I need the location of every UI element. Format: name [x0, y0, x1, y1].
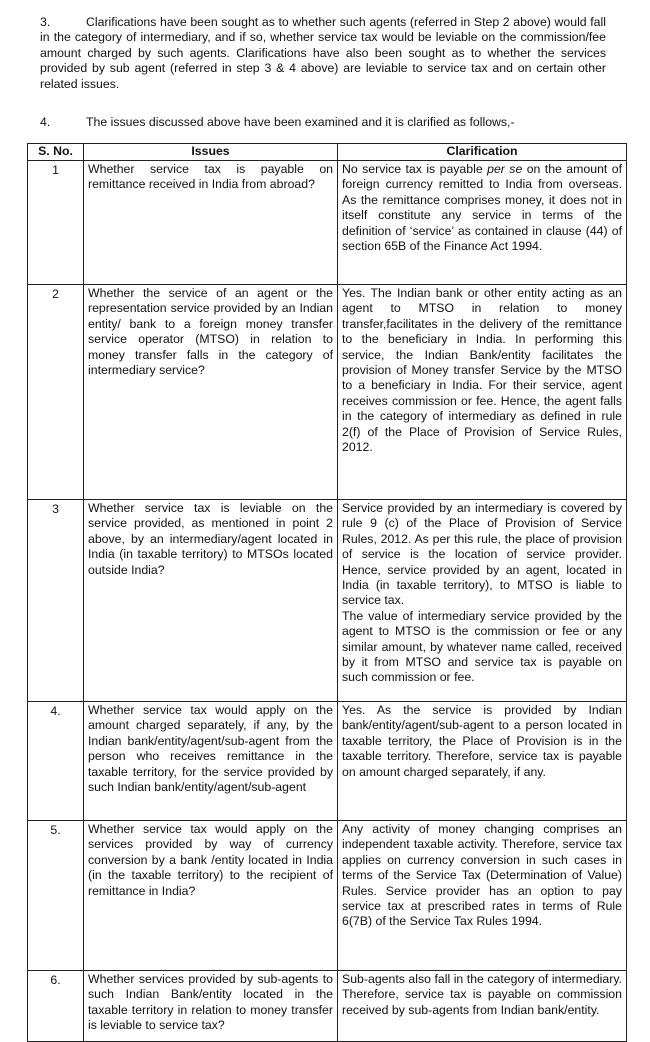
row-sno: 4.: [28, 702, 84, 821]
paragraph-number: 3.: [40, 15, 51, 29]
row-clarification: Yes. The Indian bank or other entity acting as an agent to MTSO in relation to money transfer,facilitates in the delivery of the remittance to the beneficiary in India. In performing this service, the Indian Bank/entity facilitates the provision of Money transfer Service by the MTSO to a beneficiary in India. For their service, agent receives commission or fee. Hence, the agent falls in the category of intermediary as defined in rule 2(f) of the Place of Provision of Service Rules, 2012.: [338, 285, 627, 500]
row-issue: Whether service tax would apply on the amount charged separately, if any, by the Indian bank/entity/agent/sub-agent from the person who receives remittance in the taxable territory, for the service provided by such Indian bank/entity/agent/sub-agent: [84, 702, 338, 821]
table-row: [28, 285, 627, 500]
header-clarification: Clarification: [338, 144, 627, 161]
row-sno: 1: [28, 161, 84, 285]
row-clarification: Any activity of money changing comprises an independent taxable activity. Therefore, service tax applies on currency conversion in such cases in terms of the Service Tax (Determination of Value) Rules. Service provider has an option to pay service tax at prescribed rates in terms of Rule 6(7B) of the Service Tax Rules 1994.: [338, 821, 627, 971]
table-header-row: [28, 144, 627, 161]
row-sno: 3: [28, 500, 84, 702]
paragraph-text: The issues discussed above have been examined and it is clarified as follows,-: [86, 115, 515, 129]
row-issue: Whether the service of an agent or the representation service provided by an Indian entity/ bank to a foreign money transfer service operator (MTSO) in relation to money transfer falls in the category of intermediary service?: [84, 285, 338, 500]
row-clarification: [338, 161, 627, 285]
paragraph-text: Clarifications have been sought as to whether such agents (referred in Step 2 above) would fall in the category of intermediary, and if so, whether service tax would be leviable on the commission/fee amount charged by such agents. Clarifications have also been sought as to whether the services provided by sub agent (referred in step 3 & 4 above) are leviable to service tax and on certain other related issues.: [40, 15, 606, 91]
row-clarification: Sub-agents also fall in the category of intermediary. Therefore, service tax is payable on commission received by sub-agents from Indian bank/entity.: [338, 971, 627, 1042]
header-issues: Issues: [84, 144, 338, 161]
table-row: [28, 500, 627, 702]
clarification-text: No service tax is payable: [342, 162, 488, 176]
row-sno: 6.: [28, 971, 84, 1042]
paragraph-4: [40, 115, 606, 130]
row-clarification: [338, 500, 627, 702]
row-issue: Whether service tax is payable on remittance received in India from abroad?: [84, 161, 338, 285]
row-clarification: Yes. As the service is provided by Indian bank/entity/agent/sub-agent to a person located in taxable territory, the Place of Provision is in the taxable territory. Therefore, service tax is payable on amount charged separately, if any.: [338, 702, 627, 821]
paragraph-3: [40, 15, 606, 92]
row-issue: Whether service tax would apply on the services provided by way of currency conversion by a bank /entity located in India (in the taxable territory) to the recipient of remittance in India?: [84, 821, 338, 971]
table-row: [28, 971, 627, 1042]
clarification-emphasis: per se: [487, 162, 523, 176]
clarification-table: [27, 143, 627, 1042]
clarification-text: on the amount of foreign currency remitted to India from overseas. As the remittance comprises money, it does not in itself constitute any service in terms of the definition of ‘service’ as contained in clause (44) of section 65B of the Finance Act 1994.: [342, 162, 622, 254]
table-row: [28, 821, 627, 971]
clarification-text: The value of intermediary service provided by the agent to MTSO is the commission or fee or any similar amount, by whatever name called, received by it from MTSO and service tax is payable on such commission or fee.: [342, 608, 622, 685]
table-row: [28, 161, 627, 285]
table-row: [28, 702, 627, 821]
clarification-text: Service provided by an intermediary is covered by rule 9 (c) of the Place of Provision of Service Rules, 2012. As per this rule, the place of provision of service is the location of service provider. Hence, service provided by an agent, located in India (in taxable territory), to MTSO is liable to service tax.: [342, 501, 622, 608]
header-sno: S. No.: [28, 144, 84, 161]
row-sno: 5.: [28, 821, 84, 971]
row-issue: Whether services provided by sub-agents to such Indian Bank/entity located in the taxable territory in relation to money transfer is leviable to service tax?: [84, 971, 338, 1042]
row-sno: 2: [28, 285, 84, 500]
row-issue: Whether service tax is leviable on the service provided, as mentioned in point 2 above, by an intermediary/agent located in India (in taxable territory) to MTSOs located outside India?: [84, 500, 338, 702]
paragraph-number: 4.: [40, 115, 51, 129]
